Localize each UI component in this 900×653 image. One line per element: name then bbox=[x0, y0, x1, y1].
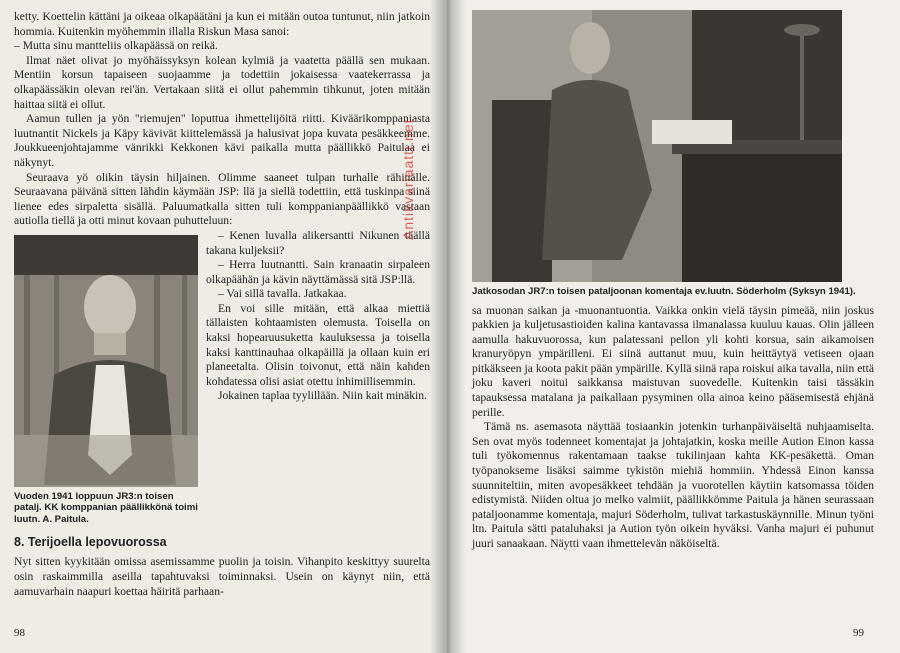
dialogue-line: – Vai sillä tavalla. Jatkakaa. bbox=[218, 287, 347, 301]
dialogue-line: – Kenen luvalla alikersantti Nikunen täällä takana kuljeksii? bbox=[206, 228, 430, 257]
paragraph: Ilmat näet olivat jo myöhäissyksyn kolean kylmiä ja vaatetta päällä sen mukaan. Mentiin korsun tapaiseen suojaamme ja todettiin jokaisessa vaatekerrassa ja olkapäässäkin olevan rei'än. Vertakaan siitä ei ollut pahemmin tihkunut, joten mitään haittaa siitä ei ollut. bbox=[14, 53, 430, 111]
paragraph: En voi sille mitään, että alkaa miettiä tällaisten kohtaamisten olemusta. Toisella on kaksi hopearuusuketta kauluksessa ja toisella kaksi kanttinauhaa olkapäillä ja ollaan kuin eri planeetalta. Olisin toivonut, että näin kahden kohdatessa olisi asiat otettu inhimillisemmin. bbox=[206, 301, 430, 388]
portrait-photo-paitula bbox=[14, 235, 198, 487]
dialogue-line: – Herra luutnantti. Sain kranaatin sirpaleen olkapäähän ja kävin näyttämässä sitä JSP:llä. bbox=[206, 258, 430, 286]
paragraph: Aamun tullen ja yön "riemujen" loputtua ihmettelijöitä riitti. Kiväärikomppaniasta luutnantit Nickels ja Käpy kävivät kiittelemässä ja halusivat jopa kuvata pesäkkeemme. Joukkueenjohtajamme vänrikki Kekkonen kävi paikalla mutta päällikkö Paitulaa ei näkynyt. bbox=[14, 112, 430, 169]
page-number: 99 bbox=[853, 627, 864, 639]
watermark: Antikvariaatti.net bbox=[400, 118, 416, 240]
photo-illustration bbox=[14, 235, 198, 487]
page-number: 98 bbox=[14, 627, 25, 639]
paragraph: ketty. Koettelin kättäni ja oikeaa olkapäätäni ja kun ei mitään outoa tuntunut, niin jatkoin hommia. Kuitenkin myöhemmin illalla Riskun Masa sanoi: bbox=[14, 10, 430, 38]
paragraph: Seuraava yö olikin täysin hiljainen. Olimme saaneet tulpan turhalle rähinälle. Seuraavana päivänä sitten lähdin käymään JSP: llä ja siellä todettiin, että tuskinpa siinä lienee edes sirpaletta sisällä. Paluumatkalla sitten tuli komppanianpäällikkö vastaan autiolla tiellä ja otti minut kovaan puhutteluun: bbox=[14, 170, 430, 228]
paragraph: Tämä ns. asemasota näyttää tosiaankin jotenkin turhanpäiväiseltä nuhjaamiselta. Sen ovat myös todenneet komentajat ja johtajatkin, koska meille Aution Einon kassa tuli työkomennus rakentamaan taakse tukilinjaan kahta KK-pesäkettä. Oman työpanokseme lisäksi saimme tykistön miehiä hommiin. Yhdessä Einon kanssa suunniteltiin, miten avopesäkkeet tehdään ja vuorotellen käytiin katsomassa töiden edistymistä. Niiden oltua jo melko valmiit, päällikkömme Paitula ja hänen seurassaan pataljoonamme komentaja, majuri Söderholm, tulivat tarkastuskäynnille. Minun työni ltn. Paitula sätti pataluhaksi ja Aution työn oikein hyväksi. Vanha majuri ei puhunut juuri sanaakaan. Näytti vaan ihmettelevän näköiseltä. bbox=[472, 420, 874, 550]
paragraph: Jokainen taplaa tyylillään. Niin kait minäkin. bbox=[218, 389, 427, 403]
paragraph: – Mutta sinu mantteliis olkapäässä on reikä. bbox=[14, 39, 218, 53]
left-page bbox=[0, 0, 444, 653]
right-page bbox=[444, 0, 900, 653]
photo-caption: Vuoden 1941 loppuun JR3:n toisen patalj. KK komppanian päällikkönä toimi luutn. A. Paitula. bbox=[14, 490, 198, 525]
paragraph: Nyt sitten kyykitään omissa asemissamme puolin ja toisin. Vihanpito keskittyy suurelta osin raskaimmilla aseilla tapahtuvaksi toiminnaksi. Usein on käynyt niin, että aamuvarhain naapuri koettaa häiritä parhaan- bbox=[14, 555, 430, 598]
photo-caption: Jatkosodan JR7:n toisen pataljoonan komentaja ev.luutn. Söderholm (Syksyn 1941). bbox=[472, 286, 856, 297]
section-heading: 8. Terijoella lepovuorossa bbox=[14, 535, 167, 550]
photo-illustration bbox=[472, 10, 842, 282]
photo-soderholm-at-desk bbox=[472, 10, 842, 282]
paragraph: sa muonan saikan ja -muonantuontia. Vaikka onkin vielä täysin pimeää, niin joskus pakkien ja kuljetusastioiden kalina kantavassa ilmanalassa kuuluu kauas. Olin jälleen aamulla hakuvuorossa, kun palatessani pellon yli kohti korsua, sain aikamoisen kranuryöpyn ympärilleni. Ei siinä auttanut muu, kuin heittäytyä vetiseen ojaan pitkäkseen ja koota pakit pään ympärille. Kyllä siinä rapa roiskui aika tavalla, niin että joku kaveri noitui saikkansa maistuvan suovedelle. Kuitenkin taisi tässäkin tapauksessa matalana ja paikallaan pysyminen olla ainoa keino pääsemisestä ehjänä perille. bbox=[472, 303, 874, 419]
